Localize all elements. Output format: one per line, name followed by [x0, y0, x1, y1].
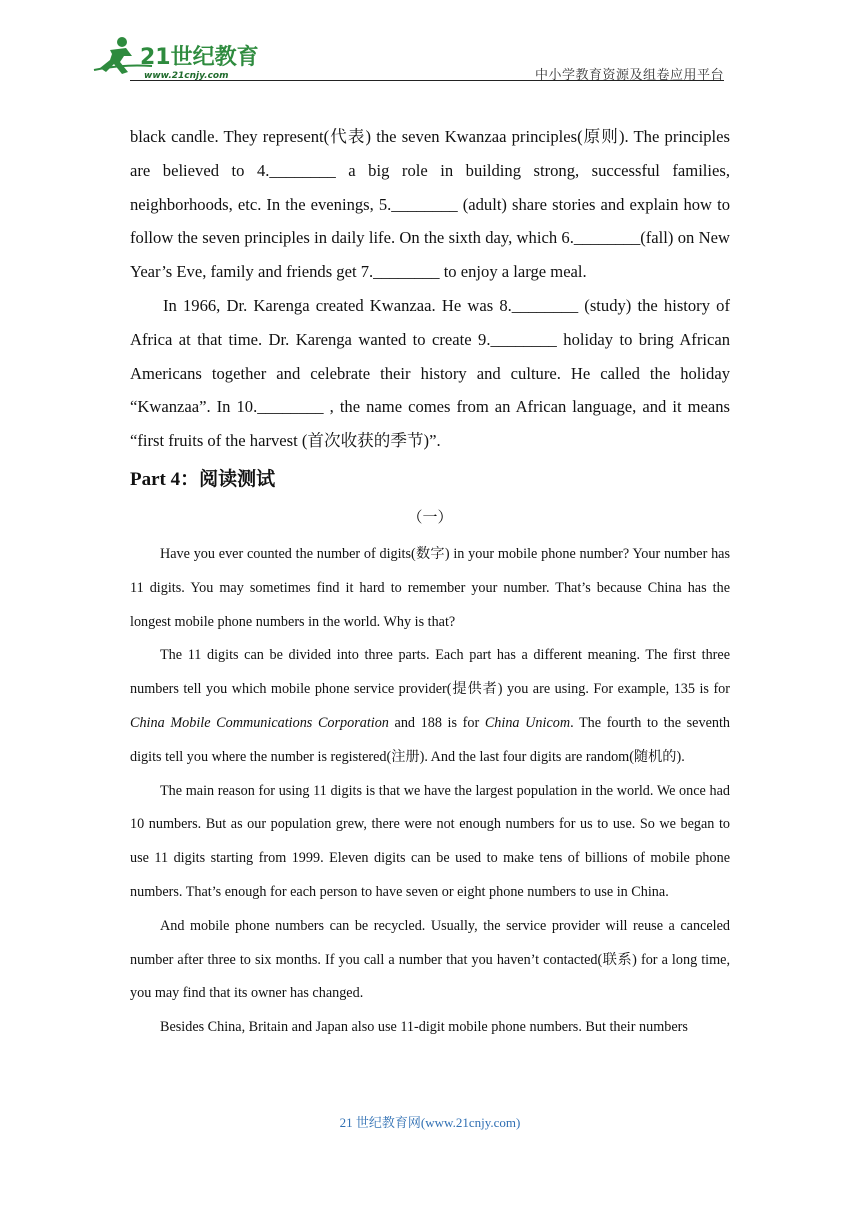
- header-divider: [130, 80, 724, 81]
- cloze-paragraph-2: In 1966, Dr. Karenga created Kwanzaa. He was 8.________ (study) the history of Africa at that time. Dr. Karenga wanted to create 9.________ holiday to bring African Americans together and celebrate their history and culture. He called the holiday “Kwanzaa”. In 10.________ , the name comes from an African language, and it means “first fruits of the harvest (首次收获的季节)”.: [130, 295, 730, 451]
- page-footer[interactable]: 21 世纪教育网(www.21cnjy.com): [339, 1115, 521, 1130]
- reading-paragraph-5: Besides China, Britain and Japan also use 11-digit mobile phone numbers. But their numbers: [160, 1019, 688, 1036]
- site-logo: [92, 34, 262, 80]
- reading-paragraph-1: Have you ever counted the number of digits(数字) in your mobile phone number? Your number has 11 digits. You may sometimes find it hard to remember your number. That’s because China has the longest mobile phone numbers in the world. Why is that?: [130, 545, 730, 630]
- reading-paragraph-3: The main reason for using 11 digits is that we have the largest population in the world. We once had 10 numbers. But as our population grew, there were not enough numbers for us to use. So we began to use 11 digits starting from 1999. Eleven digits can be used to make tens of billions of mobile phone numbers. That’s enough for each person to have seven or eight phone numbers to use in China.: [130, 782, 730, 900]
- reading-paragraph-4: And mobile phone numbers can be recycled. Usually, the service provider will reuse a canceled number after three to six months. If you call a number that you haven’t contacted(联系) for a long time, you may find that its owner has changed.: [130, 917, 730, 1002]
- reading-p2-italic-1: China Mobile Communications Corporation: [130, 714, 389, 731]
- cloze-paragraph-1: black candle. They represent(代表) the seven Kwanzaa principles(原则). The principles are believed to 4.________ a big role in building strong, successful families, neighborhoods, etc. In the evenings, 5.________ (adult) share stories and explain how to follow the seven principles in daily life. On the sixth day, which 6.________(fall) on New Year’s Eve, family and friends get 7.________ to enjoy a large meal.: [130, 127, 730, 282]
- section-label: （一）: [407, 509, 453, 526]
- page-content: [130, 120, 730, 1045]
- reading-p2-italic-2: China Unicom: [484, 714, 571, 731]
- reading-paragraph-2: [130, 639, 730, 774]
- page-header: [92, 30, 732, 82]
- logo-text: 21世纪教育: [140, 45, 259, 70]
- part4-heading: Part 4：阅读测试: [130, 468, 276, 490]
- reading-p2-text-b: and 188 is for: [388, 714, 485, 731]
- reading-p2-text-a: The 11 digits can be divided into three parts. Each part has a different meaning. The first three numbers tell you which mobile phone service provider(提供者) you are using. For example, 135 is for: [130, 647, 730, 698]
- reading-p2-text-c: . The fourth to the seventh digits tell you where the number is registered(注册). And the last four digits are random(随机的).: [130, 714, 730, 765]
- header-tagline: 中小学教育资源及组卷应用平台: [534, 68, 724, 83]
- logo-url: www.21cnjy.com: [144, 71, 229, 80]
